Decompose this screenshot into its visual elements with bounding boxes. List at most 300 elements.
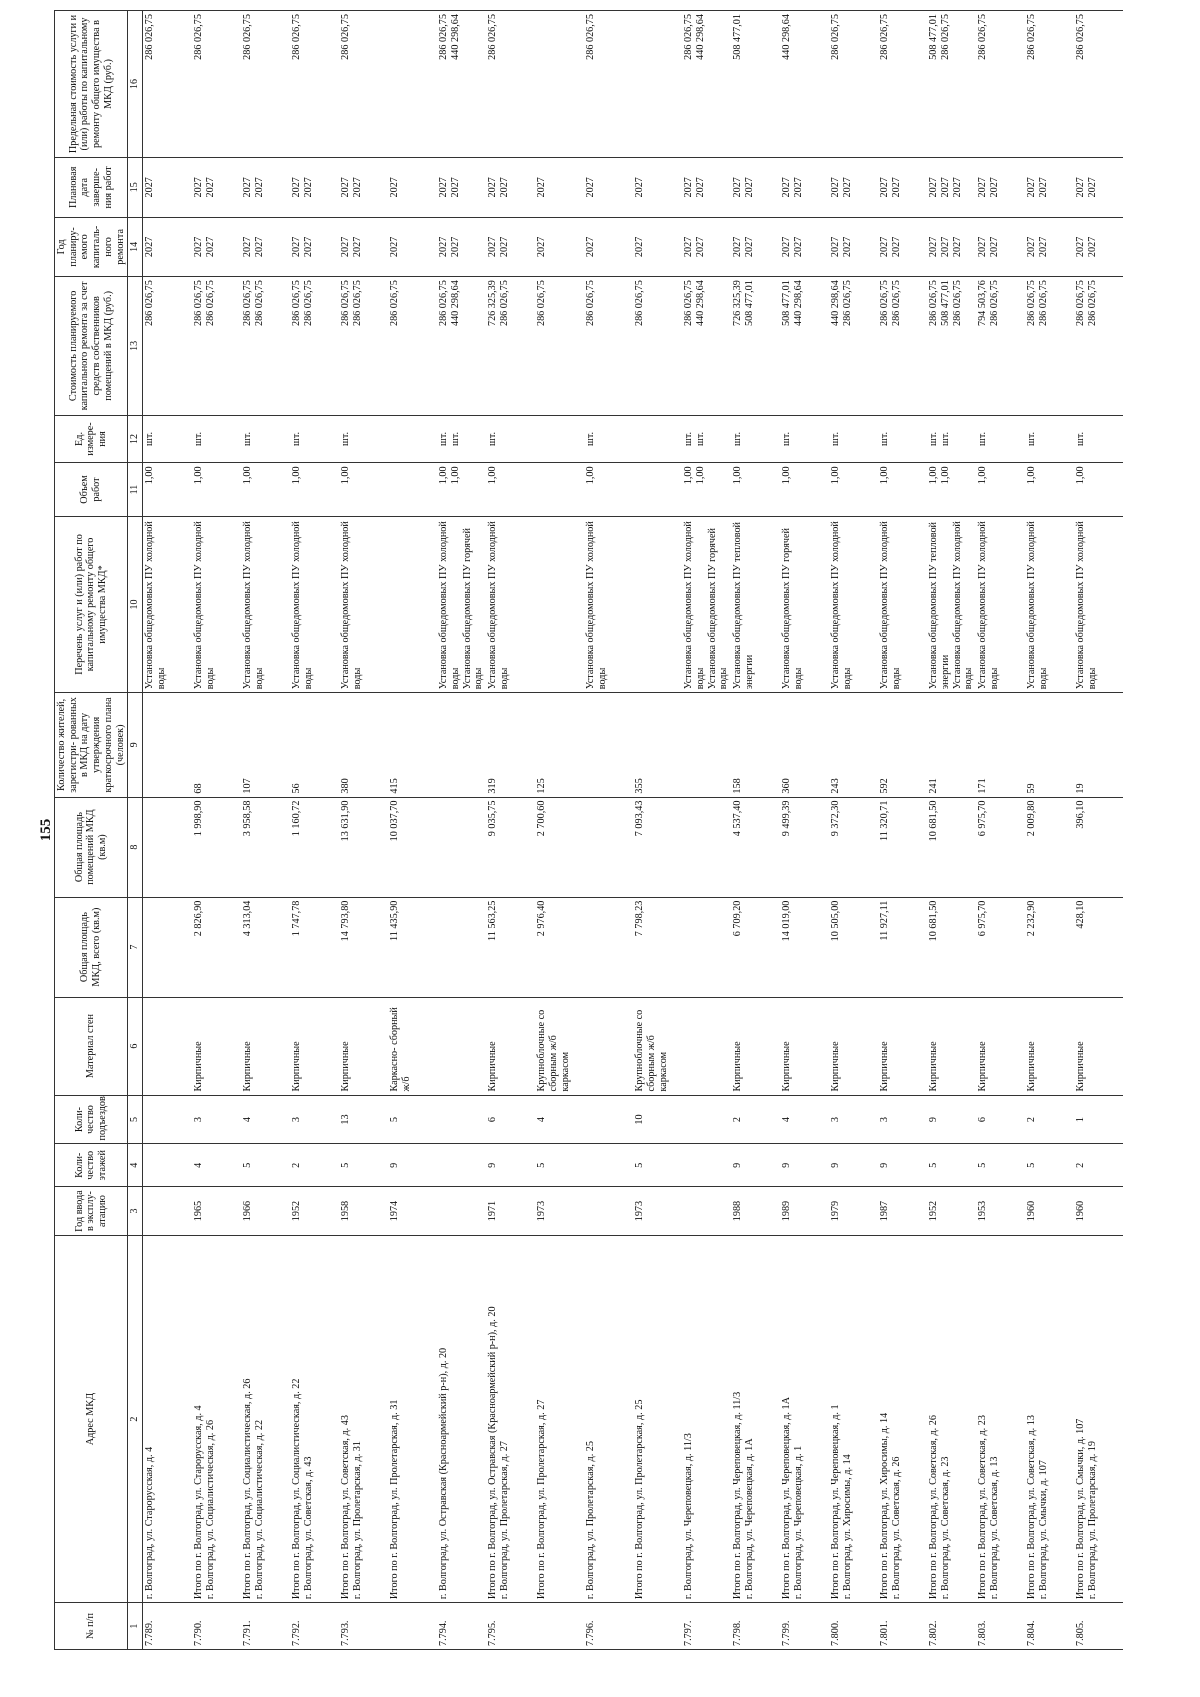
column-number: 6 — [128, 997, 143, 1095]
cell-addr-line: Итого по г. Волгоград, ул. Советская, д. 43 — [340, 1415, 352, 1600]
cell-unit — [192, 415, 241, 463]
cell-work-line: Установка общедомовых ПУ горячей воды — [781, 527, 805, 690]
cell-unit-line: шт. — [732, 431, 744, 446]
cell-plan — [633, 217, 682, 277]
cell-cost-line: 440 298,64 — [450, 280, 462, 327]
cell-unit — [927, 415, 976, 463]
cell-unit-line: шт. — [585, 431, 597, 446]
cell-addr — [192, 1236, 241, 1603]
cell-plan-line: 2027 — [585, 236, 597, 258]
column-header: Год планиру- емого капиталь- ного ремонта — [55, 217, 128, 277]
cell-area: 2 009,80 — [1025, 797, 1074, 897]
cell-limit — [143, 11, 193, 158]
cell-unit — [780, 415, 829, 463]
cell-addr-line: г. Волгоград, ул. Советская, д. 23 — [940, 1456, 952, 1600]
cell-plan-line: 2027 — [340, 236, 352, 258]
cell-end — [143, 157, 193, 217]
cell-total: 11 435,90 — [388, 897, 437, 997]
cell-people: 125 — [535, 693, 584, 797]
cell-cost-line: 286 026,75 — [303, 280, 315, 327]
cell-work-line: Установка общедомовых ПУ тепловой энергии — [928, 522, 952, 690]
cell-floors: 5 — [976, 1144, 1025, 1187]
cell-cost-line: 286 026,75 — [352, 280, 364, 327]
cell-floors: 9 — [486, 1144, 535, 1187]
cell-vol — [388, 463, 437, 516]
cell-cost-line: 286 026,75 — [389, 280, 401, 327]
cell-limit — [290, 11, 339, 158]
cell-wall: Кирпичные — [829, 997, 878, 1095]
cell-plan-line: 2027 — [352, 236, 364, 258]
cell-cost-line: 726 325,39 — [732, 280, 744, 327]
cell-work-line: Установка общедомовых ПУ холодной воды — [977, 521, 1001, 690]
cell-end-line: 2027 — [389, 177, 401, 198]
cell-year: 1973 — [633, 1187, 682, 1236]
cell-limit-line: 286 026,75 — [1026, 14, 1038, 60]
cell-year: 1958 — [339, 1187, 388, 1236]
cell-limit-line: 286 026,75 — [879, 14, 891, 60]
cell-total: 11 927,11 — [878, 897, 927, 997]
cell-cost-line: 508 477,01 — [940, 280, 952, 327]
cell-plan — [682, 217, 731, 277]
cell-year: 1965 — [192, 1187, 241, 1236]
cell-vol — [1074, 463, 1123, 516]
cell-total: 10 681,50 — [927, 897, 976, 997]
cell-addr-line: г. Волгоград, ул. Пролетарская, д. 25 — [585, 1441, 597, 1600]
cell-end — [633, 157, 682, 217]
cell-area: 10 681,50 — [927, 797, 976, 897]
cell-wall: Кирпичные — [1074, 997, 1123, 1095]
cell-people — [437, 693, 486, 797]
cell-cost-line: 286 026,75 — [242, 280, 254, 327]
column-header: Плановая дата заверше- ния работ — [55, 157, 128, 217]
cell-plan-line: 2027 — [830, 236, 842, 258]
cell-vol — [731, 463, 780, 516]
cell-plan-line: 2027 — [450, 236, 462, 258]
cell-addr — [143, 1236, 193, 1603]
cell-work-line: Установка общедомовых ПУ горячей воды — [461, 527, 485, 690]
cell-vol-line: 1,00 — [487, 466, 499, 485]
cell-total: 428,10 — [1074, 897, 1123, 997]
cell-cost-line: 286 026,75 — [879, 280, 891, 327]
cell-wall: Кирпичные — [731, 997, 780, 1095]
cell-limit-line: 440 298,64 — [450, 14, 462, 60]
cell-unit-line: шт. — [144, 431, 156, 446]
cell-vol-line: 1,00 — [830, 466, 842, 485]
cell-vol — [437, 463, 486, 516]
cell-vol-line: 1,00 — [1026, 466, 1038, 485]
cell-work-line: Установка общедомовых ПУ холодной воды — [585, 521, 609, 690]
cell-end-line: 2027 — [291, 177, 303, 198]
cell-unit-line: шт. — [438, 431, 450, 446]
table-row — [682, 11, 731, 1650]
cell-vol — [829, 463, 878, 516]
cell-total: 1 747,78 — [290, 897, 339, 997]
column-header: Год ввода в эксплу- атацию — [55, 1187, 128, 1236]
cell-unit-line: шт. — [242, 431, 254, 446]
cell-cost-line: 286 026,75 — [1075, 280, 1087, 327]
cell-work — [241, 516, 290, 693]
cell-year: 1979 — [829, 1187, 878, 1236]
cell-vol-line: 1,00 — [732, 466, 744, 485]
cell-num — [535, 1603, 584, 1650]
cell-limit — [780, 11, 829, 158]
cell-end-line: 2027 — [842, 177, 854, 198]
cell-num: 7.805. — [1074, 1603, 1123, 1650]
cell-addr — [339, 1236, 388, 1603]
cell-total — [437, 897, 486, 997]
cell-floors: 5 — [241, 1144, 290, 1187]
cell-vol-line: 1,00 — [340, 466, 352, 485]
cell-cost-line: 286 026,75 — [683, 280, 695, 327]
column-number: 12 — [128, 415, 143, 463]
cell-end-line: 2027 — [744, 177, 756, 198]
cell-vol-line: 1,00 — [144, 466, 156, 485]
cell-end — [927, 157, 976, 217]
cell-vol — [878, 463, 927, 516]
cell-work — [192, 516, 241, 693]
cell-end-line: 2027 — [340, 177, 352, 198]
cell-work — [976, 516, 1025, 693]
cell-total: 2 232,90 — [1025, 897, 1074, 997]
cell-addr-line: Итого по г. Волгоград, ул. Пролетарская, д. 31 — [389, 1399, 401, 1600]
cell-unit-line: шт. — [450, 431, 462, 446]
cell-plan-line: 2027 — [695, 236, 707, 258]
table-row — [976, 11, 1025, 1650]
cell-entr: 4 — [535, 1095, 584, 1144]
cell-people: 592 — [878, 693, 927, 797]
cell-plan-line: 2027 — [683, 236, 695, 258]
cell-end-line: 2027 — [499, 177, 511, 198]
cell-limit — [682, 11, 731, 158]
cell-area: 7 093,43 — [633, 797, 682, 897]
cell-work — [731, 516, 780, 693]
cell-end-line: 2027 — [695, 177, 707, 198]
cell-limit — [486, 11, 535, 158]
cell-work-line: Установка общедомовых ПУ холодной воды — [683, 521, 707, 690]
cell-entr: 2 — [1025, 1095, 1074, 1144]
cell-cost — [486, 277, 535, 415]
column-header: Адрес МКД — [55, 1236, 128, 1603]
cell-unit-line: шт. — [487, 431, 499, 446]
cell-plan — [584, 217, 633, 277]
column-number: 15 — [128, 157, 143, 217]
cell-people: 241 — [927, 693, 976, 797]
cell-vol — [584, 463, 633, 516]
cell-num: 7.791. — [241, 1603, 290, 1650]
cell-unit — [241, 415, 290, 463]
cell-plan-line: 2027 — [891, 236, 903, 258]
cell-unit — [290, 415, 339, 463]
cell-entr: 1 — [1074, 1095, 1123, 1144]
cell-entr: 3 — [192, 1095, 241, 1144]
cell-unit — [829, 415, 878, 463]
cell-year: 1952 — [290, 1187, 339, 1236]
cell-people: 56 — [290, 693, 339, 797]
cell-floors — [584, 1144, 633, 1187]
cell-total: 14 793,80 — [339, 897, 388, 997]
cell-num: 7.804. — [1025, 1603, 1074, 1650]
cell-addr-line: Итого по г. Волгоград, ул. Пролетарская, д. 25 — [634, 1399, 646, 1600]
cell-total: 2 976,40 — [535, 897, 584, 997]
cell-floors: 5 — [535, 1144, 584, 1187]
cell-addr-line: г. Волгоград, ул. Череповецкая, д. 1А — [744, 1438, 756, 1600]
cell-work — [290, 516, 339, 693]
cell-num: 7.797. — [682, 1603, 731, 1650]
cell-area: 4 537,40 — [731, 797, 780, 897]
cell-addr-line: Итого по г. Волгоград, ул. Советская, д. 23 — [977, 1415, 989, 1600]
cell-unit — [486, 415, 535, 463]
cell-vol — [339, 463, 388, 516]
cell-work — [437, 516, 486, 693]
cell-unit — [535, 415, 584, 463]
cell-wall: Кирпичные — [486, 997, 535, 1095]
cell-num: 7.803. — [976, 1603, 1025, 1650]
cell-work-line: Установка общедомовых ПУ тепловой энергии — [732, 522, 756, 690]
cell-work — [388, 516, 437, 693]
table-row — [290, 11, 339, 1650]
cell-vol-line: 1,00 — [879, 466, 891, 485]
cell-plan — [339, 217, 388, 277]
cell-people — [584, 693, 633, 797]
cell-cost — [878, 277, 927, 415]
cell-limit-line: 286 026,75 — [683, 14, 695, 60]
cell-num: 7.794. — [437, 1603, 486, 1650]
cell-unit — [1074, 415, 1123, 463]
cell-plan-line: 2027 — [303, 236, 315, 258]
cell-limit — [437, 11, 486, 158]
cell-wall: Кирпичные — [976, 997, 1025, 1095]
cell-end — [241, 157, 290, 217]
cell-cost — [388, 277, 437, 415]
cell-people: 319 — [486, 693, 535, 797]
cell-cost — [829, 277, 878, 415]
cell-unit-line: шт. — [193, 431, 205, 446]
cell-cost-line: 286 026,75 — [989, 280, 1001, 327]
cell-end-line: 2027 — [879, 177, 891, 198]
cell-wall: Крупноблочные со сборным ж/б каркасом — [535, 997, 584, 1095]
cell-vol-line: 1,00 — [1075, 466, 1087, 485]
cell-vol-line: 1,00 — [928, 466, 940, 485]
cell-vol-line: 1,00 — [940, 466, 952, 485]
cell-addr-line: Итого по г. Волгоград, ул. Хиросимы, д. 14 — [879, 1412, 891, 1600]
cell-limit — [878, 11, 927, 158]
column-number: 11 — [128, 463, 143, 516]
cell-area: 9 372,30 — [829, 797, 878, 897]
cell-addr-line: г. Волгоград, ул. Социалистическая, д. 26 — [205, 1419, 217, 1600]
cell-plan-line: 2027 — [1075, 236, 1087, 258]
cell-people: 243 — [829, 693, 878, 797]
cell-limit — [1025, 11, 1074, 158]
cell-addr-line: г. Волгоград, ул. Староруcская, д. 4 — [144, 1446, 156, 1600]
cell-cost-line: 286 026,75 — [1038, 280, 1050, 327]
cell-unit — [388, 415, 437, 463]
cell-end-line: 2027 — [352, 177, 364, 198]
column-header: Объем работ — [55, 463, 128, 516]
cell-end-line: 2027 — [144, 177, 156, 198]
cell-unit-line: шт. — [695, 431, 707, 446]
cell-floors: 4 — [192, 1144, 241, 1187]
column-number: 16 — [128, 11, 143, 158]
cell-plan — [241, 217, 290, 277]
cell-plan-line: 2027 — [842, 236, 854, 258]
cell-end-line: 2027 — [940, 177, 952, 198]
cell-end-line: 2027 — [989, 177, 1001, 198]
cell-cost-line: 286 026,75 — [951, 280, 963, 327]
cell-addr-line: Итого по г. Волгоград, ул. Череповецкая, д. 11/3 — [732, 1391, 744, 1600]
cell-unit-line: шт. — [1026, 431, 1038, 446]
cell-num: 7.799. — [780, 1603, 829, 1650]
cell-work-line: Установка общедомовых ПУ холодной воды — [487, 521, 511, 690]
table-row — [535, 11, 584, 1650]
cell-cost-line: 440 298,64 — [793, 280, 805, 327]
cell-addr-line: Итого по г. Волгоград, ул. Советская, д. 13 — [1026, 1415, 1038, 1600]
cell-addr — [976, 1236, 1025, 1603]
cell-end-line: 2027 — [732, 177, 744, 198]
cell-unit-line: шт. — [830, 431, 842, 446]
cell-floors — [143, 1144, 193, 1187]
cell-vol — [290, 463, 339, 516]
cell-plan-line: 2027 — [989, 236, 1001, 258]
cell-end-line: 2027 — [193, 177, 205, 198]
cell-year: 1974 — [388, 1187, 437, 1236]
cell-cost-line: 286 026,75 — [1026, 280, 1038, 327]
cell-total: 10 505,00 — [829, 897, 878, 997]
cell-entr — [682, 1095, 731, 1144]
cell-total: 2 826,90 — [192, 897, 241, 997]
cell-work-line: Установка общедомовых ПУ холодной воды — [438, 521, 462, 690]
cell-floors — [682, 1144, 731, 1187]
column-number-row — [128, 11, 143, 1650]
cell-entr: 13 — [339, 1095, 388, 1144]
cell-addr — [682, 1236, 731, 1603]
cell-area — [584, 797, 633, 897]
cell-plan-line: 2027 — [254, 236, 266, 258]
cell-work — [535, 516, 584, 693]
cell-limit-line: 286 026,75 — [144, 14, 156, 60]
cell-unit — [878, 415, 927, 463]
cell-limit-line: 286 026,75 — [340, 14, 352, 60]
column-number: 3 — [128, 1187, 143, 1236]
cell-cost-line: 286 026,75 — [205, 280, 217, 327]
table-row — [339, 11, 388, 1650]
cell-num — [633, 1603, 682, 1650]
cell-unit — [339, 415, 388, 463]
cell-end-line: 2027 — [891, 177, 903, 198]
cell-plan-line: 2027 — [634, 236, 646, 258]
cell-area: 1 160,72 — [290, 797, 339, 897]
cell-limit-line: 286 026,75 — [830, 14, 842, 60]
column-number: 14 — [128, 217, 143, 277]
cell-plan — [437, 217, 486, 277]
column-header: Стоимость планируемого капитального ремонта за счет средств собственников помещений в МКД (руб.) — [55, 277, 128, 415]
cell-cost-line: 794 503,76 — [977, 280, 989, 327]
cell-total: 4 313,04 — [241, 897, 290, 997]
cell-total — [682, 897, 731, 997]
cell-floors: 5 — [633, 1144, 682, 1187]
cell-addr-line: г. Волгоград, ул. Смычки, д. 107 — [1038, 1460, 1050, 1600]
cell-work-line: Установка общедомовых ПУ холодной воды — [951, 521, 975, 690]
cell-vol — [780, 463, 829, 516]
cell-limit-line: 286 026,75 — [487, 14, 499, 60]
cell-floors: 5 — [1025, 1144, 1074, 1187]
cell-vol — [976, 463, 1025, 516]
cell-addr — [927, 1236, 976, 1603]
cell-cost-line: 286 026,75 — [928, 280, 940, 327]
cell-work-line: Установка общедомовых ПУ холодной воды — [879, 521, 903, 690]
cell-cost — [731, 277, 780, 415]
cell-limit — [192, 11, 241, 158]
cell-vol — [241, 463, 290, 516]
cell-plan-line: 2027 — [781, 236, 793, 258]
cell-cost-line: 286 026,75 — [585, 280, 597, 327]
cell-year: 1953 — [976, 1187, 1025, 1236]
cell-plan — [486, 217, 535, 277]
cell-vol-line: 1,00 — [438, 466, 450, 485]
cell-entr: 5 — [388, 1095, 437, 1144]
cell-vol-line: 1,00 — [291, 466, 303, 485]
cell-work-line: Установка общедомовых ПУ холодной воды — [340, 521, 364, 690]
cell-wall: Кирпичные — [339, 997, 388, 1095]
table-row — [780, 11, 829, 1650]
cell-addr-line: г. Волгоград, ул. Череповецкая, д. 1 — [793, 1445, 805, 1600]
cell-end — [829, 157, 878, 217]
cell-limit — [1074, 11, 1123, 158]
cell-wall: Кирпичные — [192, 997, 241, 1095]
cell-area — [437, 797, 486, 897]
cell-wall — [143, 997, 193, 1095]
cell-end — [486, 157, 535, 217]
table-row — [486, 11, 535, 1650]
column-number: 9 — [128, 693, 143, 797]
cell-entr — [143, 1095, 193, 1144]
cell-limit-line: 286 026,75 — [1075, 14, 1087, 60]
table-row — [437, 11, 486, 1650]
cell-limit — [584, 11, 633, 158]
cell-unit — [143, 415, 193, 463]
cell-cost-line: 286 026,75 — [536, 280, 548, 327]
table-row — [1074, 11, 1123, 1650]
cell-area: 2 700,60 — [535, 797, 584, 897]
cell-work-line: Установка общедомовых ПУ холодной воды — [1075, 521, 1099, 690]
cell-addr-line: Итого по г. Волгоград, ул. Социалистическая, д. 26 — [242, 1378, 254, 1600]
cell-work-line: Установка общедомовых ПУ холодной воды — [144, 521, 168, 690]
cell-floors: 9 — [878, 1144, 927, 1187]
cell-unit — [731, 415, 780, 463]
cell-num: 7.790. — [192, 1603, 241, 1650]
cell-floors: 2 — [1074, 1144, 1123, 1187]
cell-limit-line: 286 026,75 — [438, 14, 450, 60]
cell-cost — [976, 277, 1025, 415]
cell-work — [486, 516, 535, 693]
cell-cost-line: 286 026,75 — [842, 280, 854, 327]
cell-end-line: 2027 — [830, 177, 842, 198]
cell-total: 6 709,20 — [731, 897, 780, 997]
cell-vol — [633, 463, 682, 516]
cell-entr: 3 — [829, 1095, 878, 1144]
table-row — [1025, 11, 1074, 1650]
cell-work — [339, 516, 388, 693]
cell-work — [584, 516, 633, 693]
cell-entr — [584, 1095, 633, 1144]
cell-people: 158 — [731, 693, 780, 797]
cell-total: 6 975,70 — [976, 897, 1025, 997]
cell-addr — [780, 1236, 829, 1603]
cell-limit — [241, 11, 290, 158]
cell-area — [682, 797, 731, 897]
cell-cost-line: 286 026,75 — [193, 280, 205, 327]
column-header: Материал стен — [55, 997, 128, 1095]
cell-end-line: 2027 — [450, 177, 462, 198]
